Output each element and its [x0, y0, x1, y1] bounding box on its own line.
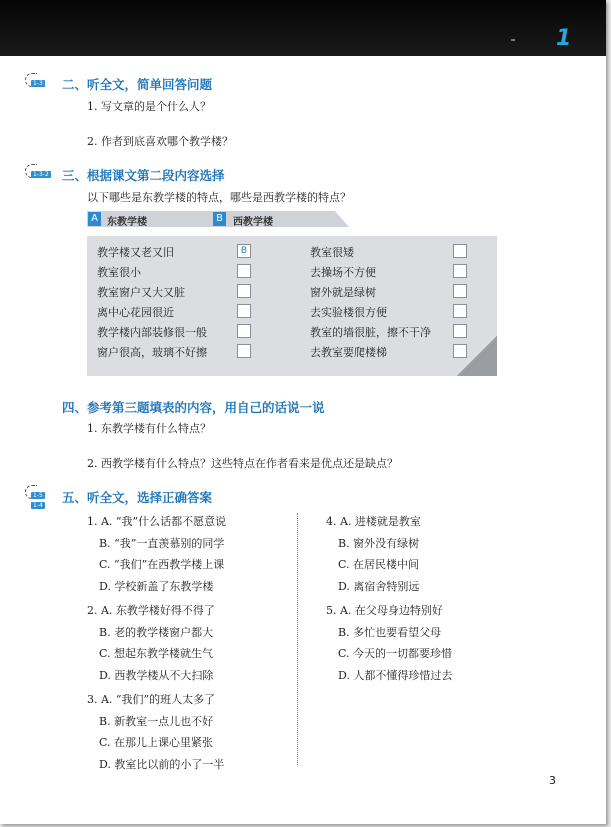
choice-option: D. 离宿舍特别远 [338, 580, 420, 593]
question: 1. 写文章的是个什么人？ [87, 100, 211, 113]
section-2-title: 二、听全文，简单回答问题 [62, 77, 213, 92]
question: 1. 东教学楼有什么特点？ [87, 422, 211, 435]
track-label: 1-3-2 [33, 171, 49, 178]
choice-option: D. 学校新盖了东教学楼 [99, 580, 214, 593]
answer-box[interactable] [237, 344, 251, 358]
choice-option: 2. A. 东教学楼好得不得了 [87, 604, 215, 617]
answer-box[interactable] [237, 264, 251, 278]
feature-item: 去教室要爬楼梯 [310, 346, 387, 359]
answer-box[interactable] [453, 244, 467, 258]
choice-option: B. “我”一直羡慕别的同学 [99, 537, 225, 550]
question: 2. 作者到底喜欢哪个教学楼？ [87, 135, 233, 148]
choice-option: D. 西教学楼从不大扫除 [99, 669, 214, 682]
feature-item: 教室很矮 [310, 246, 354, 259]
answer-box[interactable] [237, 324, 251, 338]
answer-box[interactable] [453, 344, 467, 358]
column-legend [87, 211, 349, 227]
header-bar [0, 0, 606, 56]
choice-option: C. 想起东教学楼就生气 [99, 647, 214, 660]
section-4-title: 四、参考第三题填表的内容，用自己的话说一说 [62, 400, 325, 415]
choice-option: 1. A. “我”什么话都不愿意说 [87, 515, 227, 528]
choice-option: 4. A. 进楼就是教室 [326, 515, 421, 528]
section-3-prompt: 以下哪些是东教学楼的特点，哪些是西教学楼的特点？ [87, 191, 351, 204]
feature-item: 教学楼又老又旧 [97, 246, 174, 259]
question: 2. 西教学楼有什么特点？这些特点在作者看来是优点还是缺点？ [87, 457, 398, 470]
choice-option: 3. A. “我们”的班人太多了 [87, 693, 216, 706]
choice-option: B. 多忙也要看望父母 [338, 626, 442, 639]
section-5-title: 五、听全文，选择正确答案 [62, 490, 213, 505]
tab-a-letter: A [88, 212, 101, 226]
choice-option: B. 新教室一点儿也不好 [99, 715, 214, 728]
tab-b-label: 西教学楼 [233, 217, 273, 228]
chapter-number: 1 [556, 26, 572, 51]
feature-item: 教室的墙很脏，擦不干净 [310, 326, 431, 339]
feature-item: 教学楼内部装修很一般 [97, 326, 207, 339]
choice-option: C. 在那儿上课心里紧张 [99, 736, 214, 749]
choice-option: D. 人都不懂得珍惜过去 [338, 669, 453, 682]
answer-box[interactable] [237, 284, 251, 298]
answer-box[interactable]: B [237, 244, 251, 258]
feature-item: 教室很小 [97, 266, 141, 279]
section-3-title: 三、根据课文第二段内容选择 [62, 168, 225, 183]
track-label: 1-4 [33, 502, 43, 509]
feature-item: 教室窗户又大又脏 [97, 286, 185, 299]
answer-box[interactable] [453, 284, 467, 298]
choice-option: C. 在居民楼中间 [338, 558, 420, 571]
tab-b-letter: B [213, 212, 226, 226]
track-label: 1-5 [33, 492, 43, 499]
answer-box[interactable] [453, 264, 467, 278]
choice-option: B. 老的教学楼窗户都大 [99, 626, 214, 639]
tab-a-label: 东教学楼 [107, 217, 147, 228]
choice-option: C. 今天的一切都要珍惜 [338, 647, 453, 660]
feature-item: 去操场不方便 [310, 266, 376, 279]
choice-option: D. 教室比以前的小了一半 [99, 758, 225, 771]
page-number: 3 [549, 774, 556, 787]
feature-item: 窗户很高，玻璃不好擦 [97, 346, 207, 359]
feature-item: 去实验楼很方便 [310, 306, 387, 319]
answer-box[interactable] [237, 304, 251, 318]
feature-item: 离中心花园很近 [97, 306, 174, 319]
choice-option: B. 窗外没有绿树 [338, 537, 420, 550]
feature-item: 窗外就是绿树 [310, 286, 376, 299]
choice-option: C. “我们”在西教学楼上课 [99, 558, 225, 571]
answer-box[interactable] [453, 324, 467, 338]
track-label: 1-3 [33, 80, 43, 87]
header-mark [511, 39, 515, 41]
choice-option: 5. A. 在父母身边特别好 [326, 604, 443, 617]
column-divider [297, 513, 298, 765]
answer-box[interactable] [453, 304, 467, 318]
